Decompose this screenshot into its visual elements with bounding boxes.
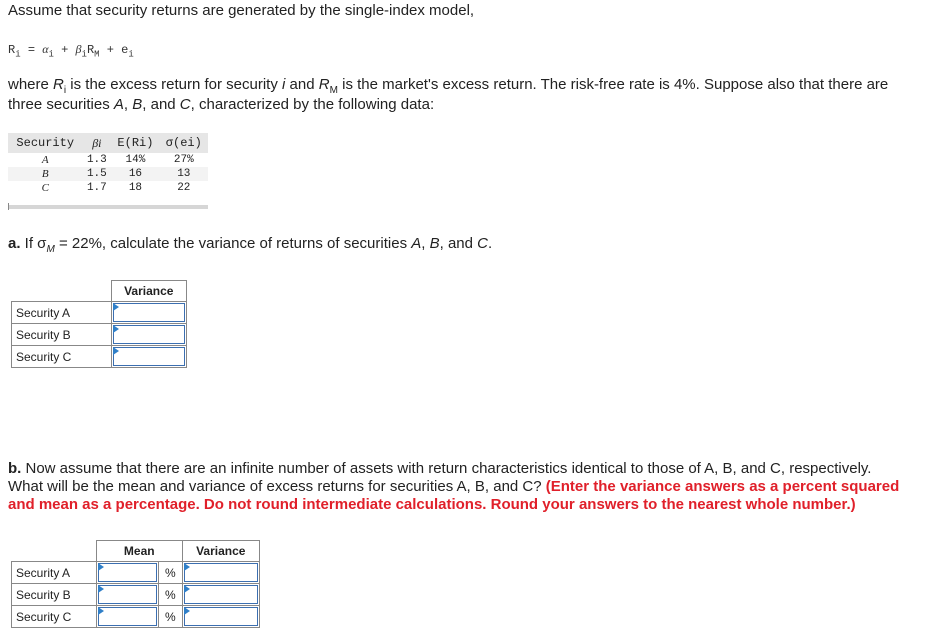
table-row: C 1.7 18 22 xyxy=(41,182,191,194)
variance-header: Variance xyxy=(111,281,186,302)
row-label-security-b: Security B xyxy=(12,324,112,346)
model-formula: $R_i = \alpha_i + \beta_iR_M + e_i$ xyxy=(8,42,134,60)
table-row xyxy=(12,324,187,346)
variance-answer-table xyxy=(11,280,187,368)
intro-text: Assume that security returns are generated by the single-index model, xyxy=(8,2,475,19)
table-row xyxy=(12,584,260,606)
variance-input-c[interactable] xyxy=(112,346,186,367)
flag-icon xyxy=(184,585,190,593)
mean-input-b[interactable] xyxy=(97,584,158,605)
mean-header: Mean xyxy=(97,541,183,562)
variance-input-a[interactable] xyxy=(112,302,186,323)
row-label-security-c: Security C xyxy=(12,606,97,628)
percent-unit: % xyxy=(159,584,182,606)
row-label-security-a: Security A xyxy=(12,562,97,584)
flag-icon xyxy=(113,303,119,311)
table-row xyxy=(12,346,187,368)
part-b-line-2: What will be the mean and variance of excess returns for securities A, B, and C? (Enter the variance answers as a percent squared xyxy=(8,478,900,495)
flag-icon xyxy=(113,347,119,355)
mean-input-a[interactable] xyxy=(97,562,158,583)
col-residual-sd: σ(ei) xyxy=(160,133,208,153)
flag-icon xyxy=(98,563,104,571)
table-header-row xyxy=(8,133,208,153)
variance-input-c[interactable] xyxy=(183,606,259,627)
col-expected-return: E(Ri) xyxy=(111,133,159,153)
mean-variance-answer-table xyxy=(11,540,260,628)
security-data-table xyxy=(8,133,208,195)
mean-input-c[interactable] xyxy=(97,606,158,627)
part-a-question: a. If $\sigma_M = 22\%$, calculate the variance of returns of securities A, B, and C. xyxy=(8,235,493,255)
table-scrollbar[interactable] xyxy=(8,205,208,209)
variance-header: Variance xyxy=(182,541,259,562)
part-b-line-3: and mean as a percentage. Do not round intermediate calculations. Round your answers to the nearest whole number.) xyxy=(8,496,856,513)
table-row: A 1.3 14% 27% xyxy=(41,154,194,166)
flag-icon xyxy=(184,607,190,615)
variance-input-b[interactable] xyxy=(112,324,186,345)
percent-unit: % xyxy=(159,562,182,584)
description-line-2: three securities A, B, and C, characterized by the following data: xyxy=(8,96,435,113)
flag-icon xyxy=(184,563,190,571)
percent-unit: % xyxy=(159,606,182,628)
table-row: B 1.5 16 13 xyxy=(8,167,208,181)
table-row xyxy=(12,302,187,324)
row-label-security-c: Security C xyxy=(12,346,112,368)
flag-icon xyxy=(113,325,119,333)
table-scrollbar-edge xyxy=(8,203,9,210)
variance-input-a[interactable] xyxy=(183,562,259,583)
row-label-security-a: Security A xyxy=(12,302,112,324)
flag-icon xyxy=(98,585,104,593)
part-b-line-1: b. Now assume that there are an infinite number of assets with return characteristics identical to those of A, B, and C, respectively. xyxy=(8,460,872,477)
row-label-security-b: Security B xyxy=(12,584,97,606)
table-row xyxy=(12,562,260,584)
col-beta: βi xyxy=(82,133,111,153)
variance-input-b[interactable] xyxy=(183,584,259,605)
table-row xyxy=(12,606,260,628)
description-line-1: where $R_i$ is the excess return for security i and $R_M$ is the market's excess return. The risk-free rate is 4%. Suppose also that there are xyxy=(8,76,889,96)
flag-icon xyxy=(98,607,104,615)
col-security: Security xyxy=(8,133,82,153)
